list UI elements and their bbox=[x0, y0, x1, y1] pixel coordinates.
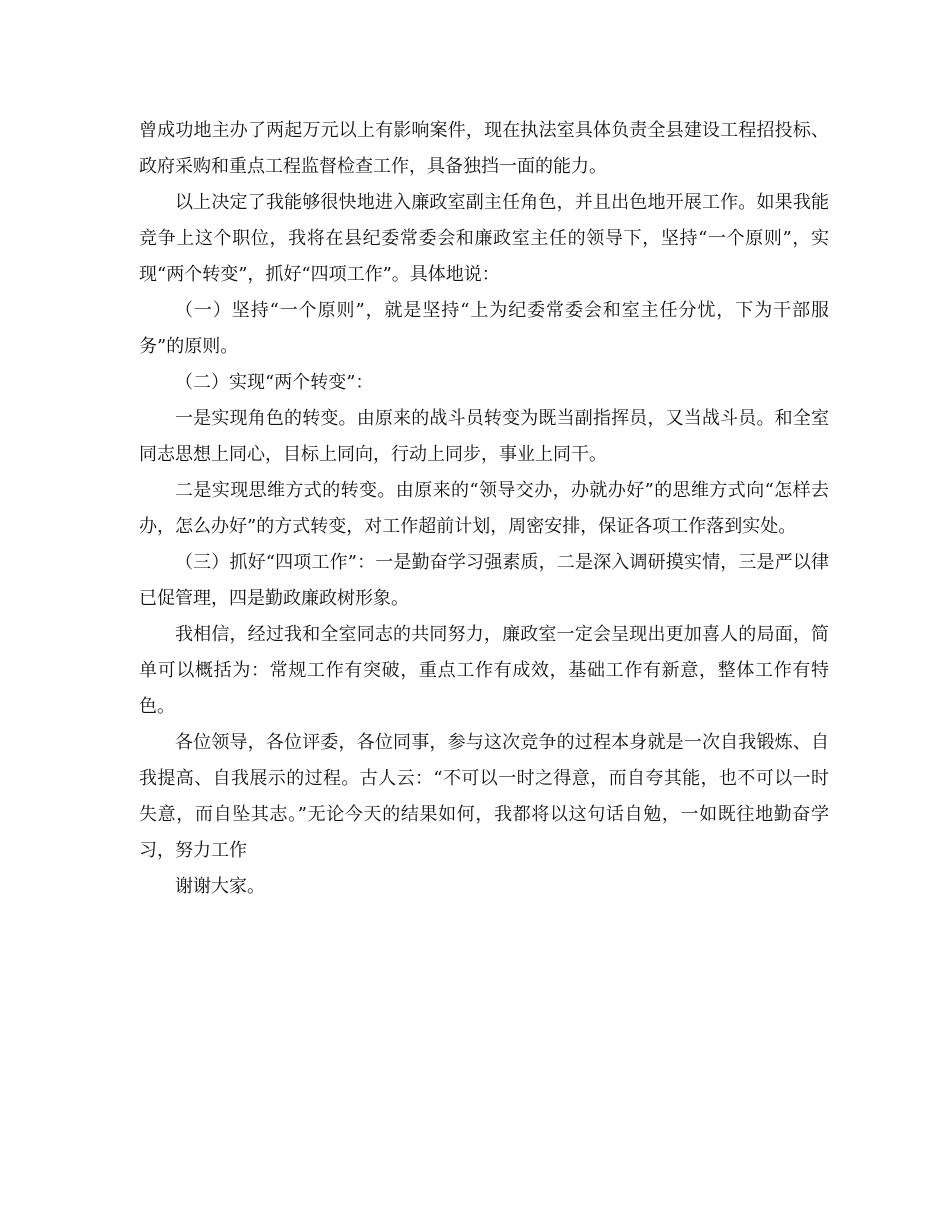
paragraph-9: 各位领导，各位评委，各位同事，参与这次竞争的过程本身就是一次自我锻炼、自我提高、自我展示的过程。古人云：“不可以一时之得意，而自夸其能，也不可以一时失意，而自坠其志。”无论今天的结果如何，我都将以这句话自勉，一如既往地勤奋学习，努力工作 bbox=[139, 732, 829, 861]
paragraph-7: （三）抓好“四项工作”：一是勤奋学习强素质，二是深入调研摸实情，三是严以律已促管理，四是勤政廉政树形象。 bbox=[139, 552, 829, 609]
paragraph-6: 二是实现思维方式的转变。由原来的“领导交办，办就办好”的思维方式向“怎样去办，怎么办好”的方式转变，对工作超前计划，周密安排，保证各项工作落到实处。 bbox=[139, 480, 829, 537]
document-body bbox=[139, 113, 829, 905]
paragraph-3: （一）坚持“一个原则”，就是坚持“上为纪委常委会和室主任分忧，下为干部服务”的原则。 bbox=[139, 300, 829, 357]
paragraph-2: 以上决定了我能够很快地进入廉政室副主任角色，并且出色地开展工作。如果我能竞争上这个职位，我将在县纪委常委会和廉政室主任的领导下，坚持“一个原则”，实现“两个转变”，抓好“四项工作”。具体地说： bbox=[139, 192, 829, 285]
paragraph-10: 谢谢大家。 bbox=[175, 876, 265, 897]
paragraph-8: 我相信，经过我和全室同志的共同努力，廉政室一定会呈现出更加喜人的局面，简单可以概括为：常规工作有突破，重点工作有成效，基础工作有新意，整体工作有特色。 bbox=[139, 624, 829, 717]
paragraph-1: 曾成功地主办了两起万元以上有影响案件，现在执法室具体负责全县建设工程招投标、政府采购和重点工程监督检查工作，具备独挡一面的能力。 bbox=[139, 120, 829, 177]
paragraph-5: 一是实现角色的转变。由原来的战斗员转变为既当副指挥员，又当战斗员。和全室同志思想上同心，目标上同向，行动上同步，事业上同干。 bbox=[139, 408, 829, 465]
paragraph-4: （二）实现“两个转变”： bbox=[175, 372, 374, 393]
